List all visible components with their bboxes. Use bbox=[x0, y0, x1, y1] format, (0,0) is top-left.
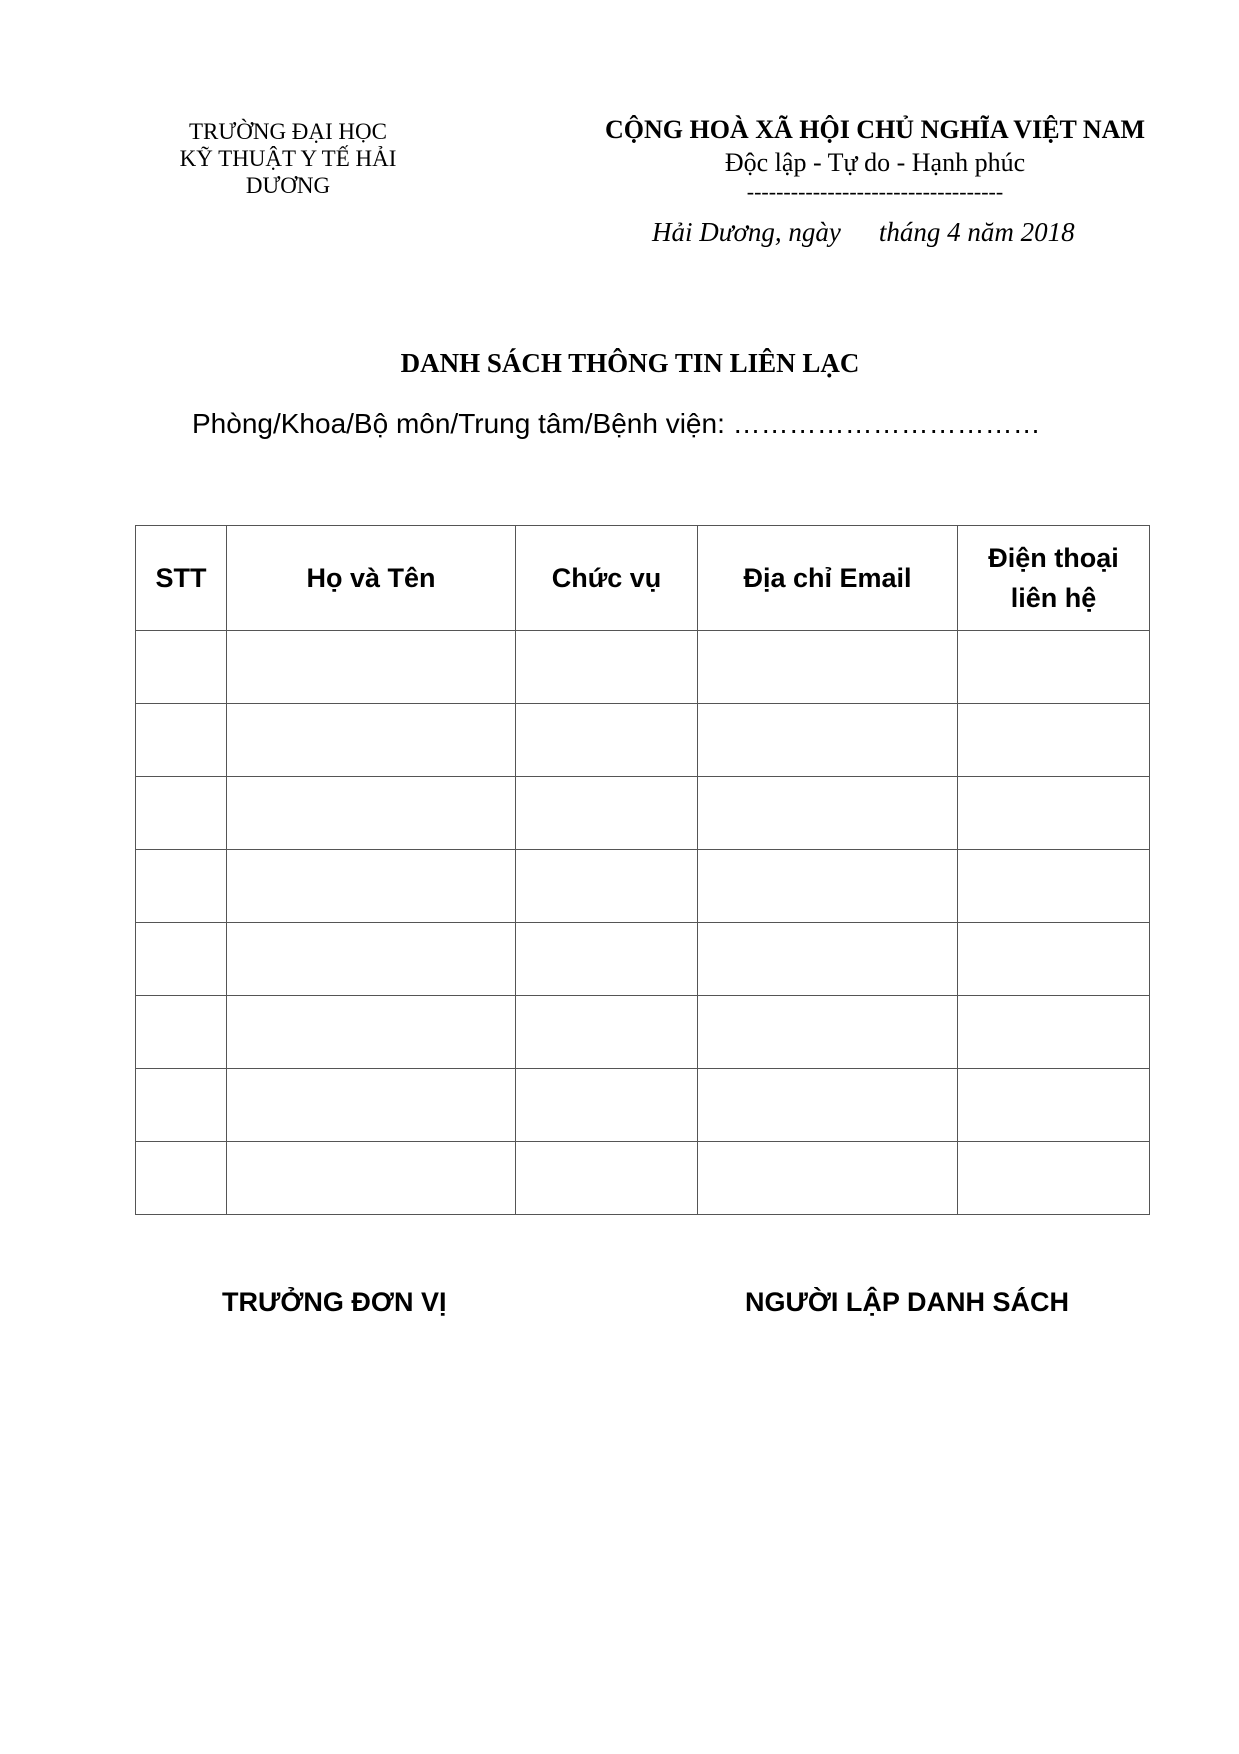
signature-list-creator: NGƯỜI LẬP DANH SÁCH bbox=[745, 1287, 1069, 1317]
cell-phone[interactable] bbox=[958, 1142, 1150, 1215]
col-header-email: Địa chỉ Email bbox=[698, 526, 958, 631]
cell-email[interactable] bbox=[698, 996, 958, 1069]
cell-email[interactable] bbox=[698, 1069, 958, 1142]
signature-head-of-unit: TRƯỞNG ĐƠN VỊ bbox=[222, 1287, 447, 1317]
header-separator: ----------------------------------- bbox=[746, 179, 1004, 204]
cell-full-name[interactable] bbox=[227, 996, 516, 1069]
table-row bbox=[136, 704, 1150, 777]
cell-position[interactable] bbox=[516, 1142, 698, 1215]
table-row bbox=[136, 631, 1150, 704]
col-header-phone-line1: Điện thoại bbox=[988, 543, 1119, 573]
cell-full-name[interactable] bbox=[227, 704, 516, 777]
school-name-line2: KỸ THUẬT Y TẾ HẢI DƯƠNG bbox=[179, 146, 397, 198]
date-line bbox=[652, 216, 1172, 248]
cell-email[interactable] bbox=[698, 923, 958, 996]
date-place-day: Hải Dương, ngày bbox=[652, 217, 841, 247]
col-header-phone-line2: liên hệ bbox=[1010, 583, 1097, 613]
col-header-stt: STT bbox=[136, 526, 227, 631]
cell-full-name[interactable] bbox=[227, 777, 516, 850]
table-row bbox=[136, 1142, 1150, 1215]
cell-position[interactable] bbox=[516, 631, 698, 704]
cell-position[interactable] bbox=[516, 850, 698, 923]
contact-table bbox=[135, 525, 1150, 1215]
table-header-row bbox=[136, 526, 1150, 631]
col-header-phone bbox=[958, 526, 1150, 631]
cell-phone[interactable] bbox=[958, 1069, 1150, 1142]
cell-phone[interactable] bbox=[958, 777, 1150, 850]
cell-phone[interactable] bbox=[958, 631, 1150, 704]
cell-email[interactable] bbox=[698, 631, 958, 704]
table-row bbox=[136, 923, 1150, 996]
cell-email[interactable] bbox=[698, 1142, 958, 1215]
school-name-block bbox=[138, 118, 438, 199]
cell-phone[interactable] bbox=[958, 850, 1150, 923]
cell-full-name[interactable] bbox=[227, 850, 516, 923]
cell-full-name[interactable] bbox=[227, 923, 516, 996]
col-header-full-name: Họ và Tên bbox=[227, 526, 516, 631]
national-header-block bbox=[580, 114, 1170, 204]
cell-email[interactable] bbox=[698, 850, 958, 923]
cell-position[interactable] bbox=[516, 923, 698, 996]
cell-stt[interactable] bbox=[136, 777, 227, 850]
cell-position[interactable] bbox=[516, 704, 698, 777]
nation-title: CỘNG HOÀ XÃ HỘI CHỦ NGHĨA VIỆT NAM bbox=[604, 115, 1146, 144]
cell-stt[interactable] bbox=[136, 996, 227, 1069]
cell-stt[interactable] bbox=[136, 704, 227, 777]
cell-position[interactable] bbox=[516, 777, 698, 850]
cell-full-name[interactable] bbox=[227, 1069, 516, 1142]
cell-position[interactable] bbox=[516, 1069, 698, 1142]
school-name-line1: TRƯỜNG ĐẠI HỌC bbox=[188, 119, 387, 144]
cell-full-name[interactable] bbox=[227, 1142, 516, 1215]
cell-position[interactable] bbox=[516, 996, 698, 1069]
cell-stt[interactable] bbox=[136, 1069, 227, 1142]
national-motto: Độc lập - Tự do - Hạnh phúc bbox=[724, 148, 1026, 177]
table-row bbox=[136, 1069, 1150, 1142]
cell-email[interactable] bbox=[698, 704, 958, 777]
cell-phone[interactable] bbox=[958, 704, 1150, 777]
table-row bbox=[136, 996, 1150, 1069]
col-header-position: Chức vụ bbox=[516, 526, 698, 631]
date-month-year: tháng 4 năm 2018 bbox=[878, 217, 1075, 247]
table-row bbox=[136, 850, 1150, 923]
unit-line: Phòng/Khoa/Bộ môn/Trung tâm/Bệnh viện: …………………………… bbox=[192, 408, 1041, 439]
cell-full-name[interactable] bbox=[227, 631, 516, 704]
table-body bbox=[136, 631, 1150, 1215]
cell-stt[interactable] bbox=[136, 1142, 227, 1215]
cell-phone[interactable] bbox=[958, 996, 1150, 1069]
table-row bbox=[136, 777, 1150, 850]
cell-phone[interactable] bbox=[958, 923, 1150, 996]
cell-stt[interactable] bbox=[136, 631, 227, 704]
cell-stt[interactable] bbox=[136, 850, 227, 923]
document-title: DANH SÁCH THÔNG TIN LIÊN LẠC bbox=[400, 348, 860, 378]
cell-stt[interactable] bbox=[136, 923, 227, 996]
cell-email[interactable] bbox=[698, 777, 958, 850]
